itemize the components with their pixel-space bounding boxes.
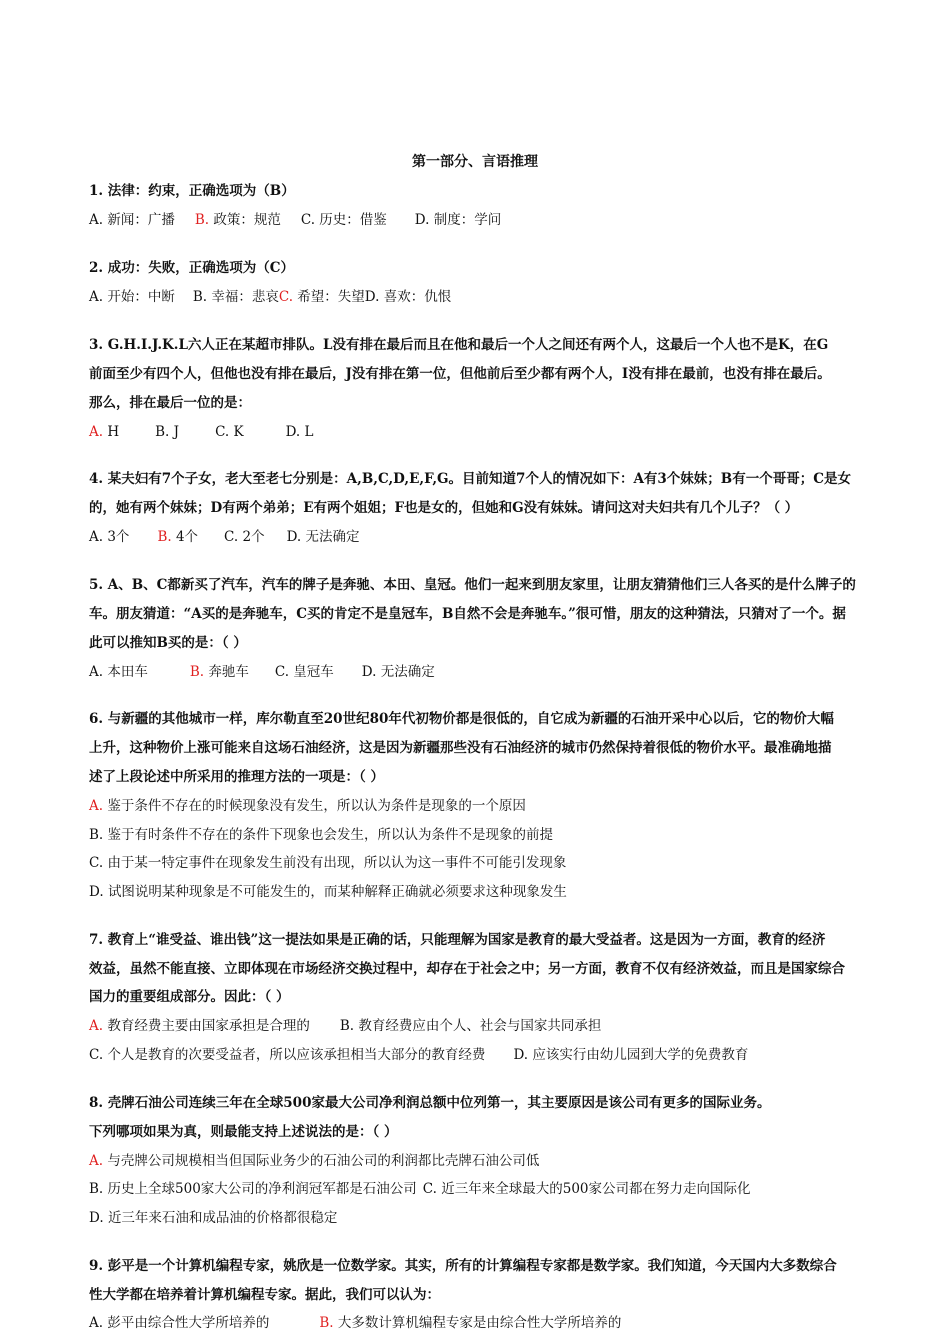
option-label: B.	[339, 1018, 359, 1034]
answer-option-label: A.	[89, 424, 108, 440]
question-5-stem-line-2: 车。朋友猜道：“A买的是奔驰车，C买的肯定不是皇冠车，B自然不会是奔驰车。”很可惜，朋友的这种猜法，只猜对了一个。据	[89, 606, 846, 622]
question-6-stem-line-2: 上升，这种物价上涨可能来自这场石油经济，这是因为新疆那些没有石油经济的城市仍然保持着很低的物价水平。最准确地描	[89, 740, 832, 756]
option-label: D.	[364, 289, 384, 305]
option-label: B.	[89, 827, 108, 843]
question-9-stem-line-1: 9. 彭平是一个计算机编程专家，姚欣是一位数学家。其实，所有的计算编程专家都是数学家。我们知道，今天国内大多数综合	[89, 1258, 837, 1274]
answer-option-label: A.	[89, 1153, 108, 1169]
option-text: 3个	[107, 529, 130, 545]
option-text: 4个	[175, 529, 199, 545]
option-text: 开始：中断	[107, 289, 175, 305]
option-text: 历史：借鉴	[319, 212, 387, 228]
option-text: 制度：学问	[433, 212, 502, 228]
option-text: 无法确定	[380, 664, 435, 680]
answer-option-label: C.	[278, 289, 298, 305]
option-label: D.	[89, 884, 108, 900]
option-text: 试图说明某种现象是不可能发生的，而某种解释正确就必须要求这种现象发生	[107, 884, 567, 900]
question-3-stem-line-3: 那么，排在最后一位的是：	[89, 395, 251, 411]
option-text: K	[233, 424, 244, 440]
option-label: B.	[192, 289, 212, 305]
option-text: 彭平由综合性大学所培养的	[107, 1315, 270, 1331]
option-text: L	[304, 424, 314, 440]
option-text: 教育经费应由个人、社会与国家共同承担	[358, 1018, 602, 1034]
option-label: C.	[274, 664, 294, 680]
question-5-options	[89, 662, 889, 682]
answer-option-label: A.	[89, 1018, 108, 1034]
option-label: D.	[513, 1047, 533, 1063]
question-5-stem-line-1: 5. A、B、C都新买了汽车，汽车的牌子是奔驰、本田、皇冠。他们一起来到朋友家里，让朋友猜猜他们三人各买的是什么牌子的	[89, 577, 856, 593]
option-label: C.	[422, 1181, 442, 1197]
option-text: 新闻：广播	[107, 212, 175, 228]
option-label: A.	[89, 289, 108, 305]
question-7-stem-line-3: 国力的重要组成部分。因此：（ ）	[89, 989, 290, 1005]
option-label: B.	[89, 1181, 108, 1197]
question-8-stem-line-2: 下列哪项如果为真，则最能支持上述说法的是：（ ）	[89, 1124, 398, 1140]
option-text: 鉴于有时条件不存在的条件下现象也会发生，所以认为条件不是现象的前提	[107, 827, 554, 843]
option-text: 大多数计算机编程专家是由综合性大学所培养的	[337, 1315, 622, 1331]
question-6-option-b	[89, 825, 889, 845]
option-text: 皇冠车	[293, 664, 334, 680]
option-text: 教育经费主要由国家承担是合理的	[107, 1018, 310, 1034]
answer-option-label: B.	[319, 1315, 338, 1331]
question-8-stem-line-1: 8. 壳牌石油公司连续三年在全球500家最大公司净利润总额中位列第一，其主要原因是该公司有更多的国际业务。	[89, 1095, 771, 1111]
option-text: J	[173, 424, 180, 440]
option-label: D.	[414, 212, 434, 228]
option-label: C.	[89, 855, 108, 871]
option-text: 历史上全球500家大公司的净利润冠军都是石油公司	[107, 1181, 417, 1197]
question-8-options-bc	[89, 1179, 889, 1199]
question-7-stem-line-2: 效益，虽然不能直接、立即体现在市场经济交换过程中，却存在于社会之中；另一方面，教育不仅有经济效益，而且是国家综合	[89, 961, 845, 977]
option-label: A.	[89, 1315, 108, 1331]
option-label: A.	[89, 529, 108, 545]
question-7-options-row-2	[89, 1045, 889, 1065]
option-text: 2个	[242, 529, 265, 545]
question-6-option-d	[89, 882, 889, 902]
option-label: D.	[89, 1210, 108, 1226]
question-6-stem-line-3: 述了上段论述中所采用的推理方法的一项是：（ ）	[89, 769, 384, 785]
option-text: 喜欢：仇恨	[383, 289, 452, 305]
question-7-options-row-1	[89, 1016, 889, 1036]
answer-option-label: B.	[189, 664, 209, 680]
option-text: 无法确定	[305, 529, 360, 545]
question-2-options	[89, 287, 889, 307]
option-label: D.	[361, 664, 381, 680]
question-1-options	[89, 210, 889, 230]
option-text: 应该实行由幼儿园到大学的免费教育	[532, 1047, 749, 1063]
option-label: D.	[285, 424, 305, 440]
option-label: C.	[215, 424, 234, 440]
option-text: H	[107, 424, 120, 440]
option-label: C.	[224, 529, 243, 545]
question-9-options	[89, 1313, 889, 1333]
question-8-option-a	[89, 1151, 889, 1171]
question-5-stem-line-3: 此可以推知B买的是：（ ）	[89, 635, 247, 651]
option-text: 个人是教育的次要受益者，所以应该承担相当大部分的教育经费	[107, 1047, 486, 1063]
option-label: C.	[89, 1047, 108, 1063]
question-6-stem-line-1: 6. 与新疆的其他城市一样，库尔勒直至20世纪80年代初物价都是很低的，自它成为新疆的石油开采中心以后，它的物价大幅	[89, 711, 834, 727]
section-title: 第一部分、言语推理	[412, 154, 538, 170]
option-text: 近三年来全球最大的500家公司都在努力走向国际化	[441, 1181, 751, 1197]
option-text: 幸福：悲哀	[211, 289, 279, 305]
question-8-option-d	[89, 1208, 889, 1228]
option-text: 政策：规范	[213, 212, 281, 228]
answer-option-label: B.	[157, 529, 176, 545]
question-4-stem-line-2: 的，她有两个妹妹；D有两个弟弟；E有两个姐姐；F也是女的，但她和G没有妹妹。请问这对夫妇共有几个儿子？（ ）	[89, 500, 799, 516]
question-6-option-a	[89, 796, 889, 816]
question-2-stem: 2. 成功：失败，正确选项为（C）	[89, 260, 295, 276]
answer-option-label: B.	[194, 212, 214, 228]
question-4-stem-line-1: 4. 某夫妇有7个子女，老大至老七分别是：A,B,C,D,E,F,G。目前知道7个人的情况如下：A有3个妹妹；B有一个哥哥；C是女	[89, 471, 851, 487]
question-9-stem-line-2: 性大学都在培养着计算机编程专家。据此，我们可以认为：	[89, 1287, 440, 1303]
option-label: C.	[300, 212, 320, 228]
option-text: 希望：失望	[297, 289, 365, 305]
option-label: A.	[89, 664, 108, 680]
question-3-options	[89, 422, 889, 442]
question-1-stem: 1. 法律：约束，正确选项为（B）	[89, 183, 295, 199]
question-3-stem-line-1: 3. G.H.I.J.K.L六人正在某超市排队。L没有排在最后而且在他和最后一个人之间还有两个人，这最后一个人也不是K，在G	[89, 337, 829, 353]
option-label: B.	[155, 424, 174, 440]
option-text: 由于某一特定事件在现象发生前没有出现，所以认为这一事件不可能引发现象	[107, 855, 567, 871]
option-text: 奔驰车	[208, 664, 249, 680]
option-label: A.	[89, 212, 108, 228]
question-4-options	[89, 527, 889, 547]
question-7-stem-line-1: 7. 教育上“谁受益、谁出钱”这一提法如果是正确的话，只能理解为国家是教育的最大受益者。这是因为一方面，教育的经济	[89, 932, 826, 948]
question-6-option-c	[89, 853, 889, 873]
option-label: D.	[286, 529, 306, 545]
option-text: 与壳牌公司规模相当但国际业务少的石油公司的利润都比壳牌石油公司低	[107, 1153, 540, 1169]
question-3-stem-line-2: 前面至少有四个人，但他也没有排在最后，J没有排在第一位，但他前后至少都有两个人，I没有排在最前，也没有排在最后。	[89, 366, 831, 382]
answer-option-label: A.	[89, 798, 108, 814]
option-text: 本田车	[107, 664, 148, 680]
option-text: 鉴于条件不存在的时候现象没有发生，所以认为条件是现象的一个原因	[107, 798, 526, 814]
option-text: 近三年来石油和成品油的价格都很稳定	[107, 1210, 338, 1226]
